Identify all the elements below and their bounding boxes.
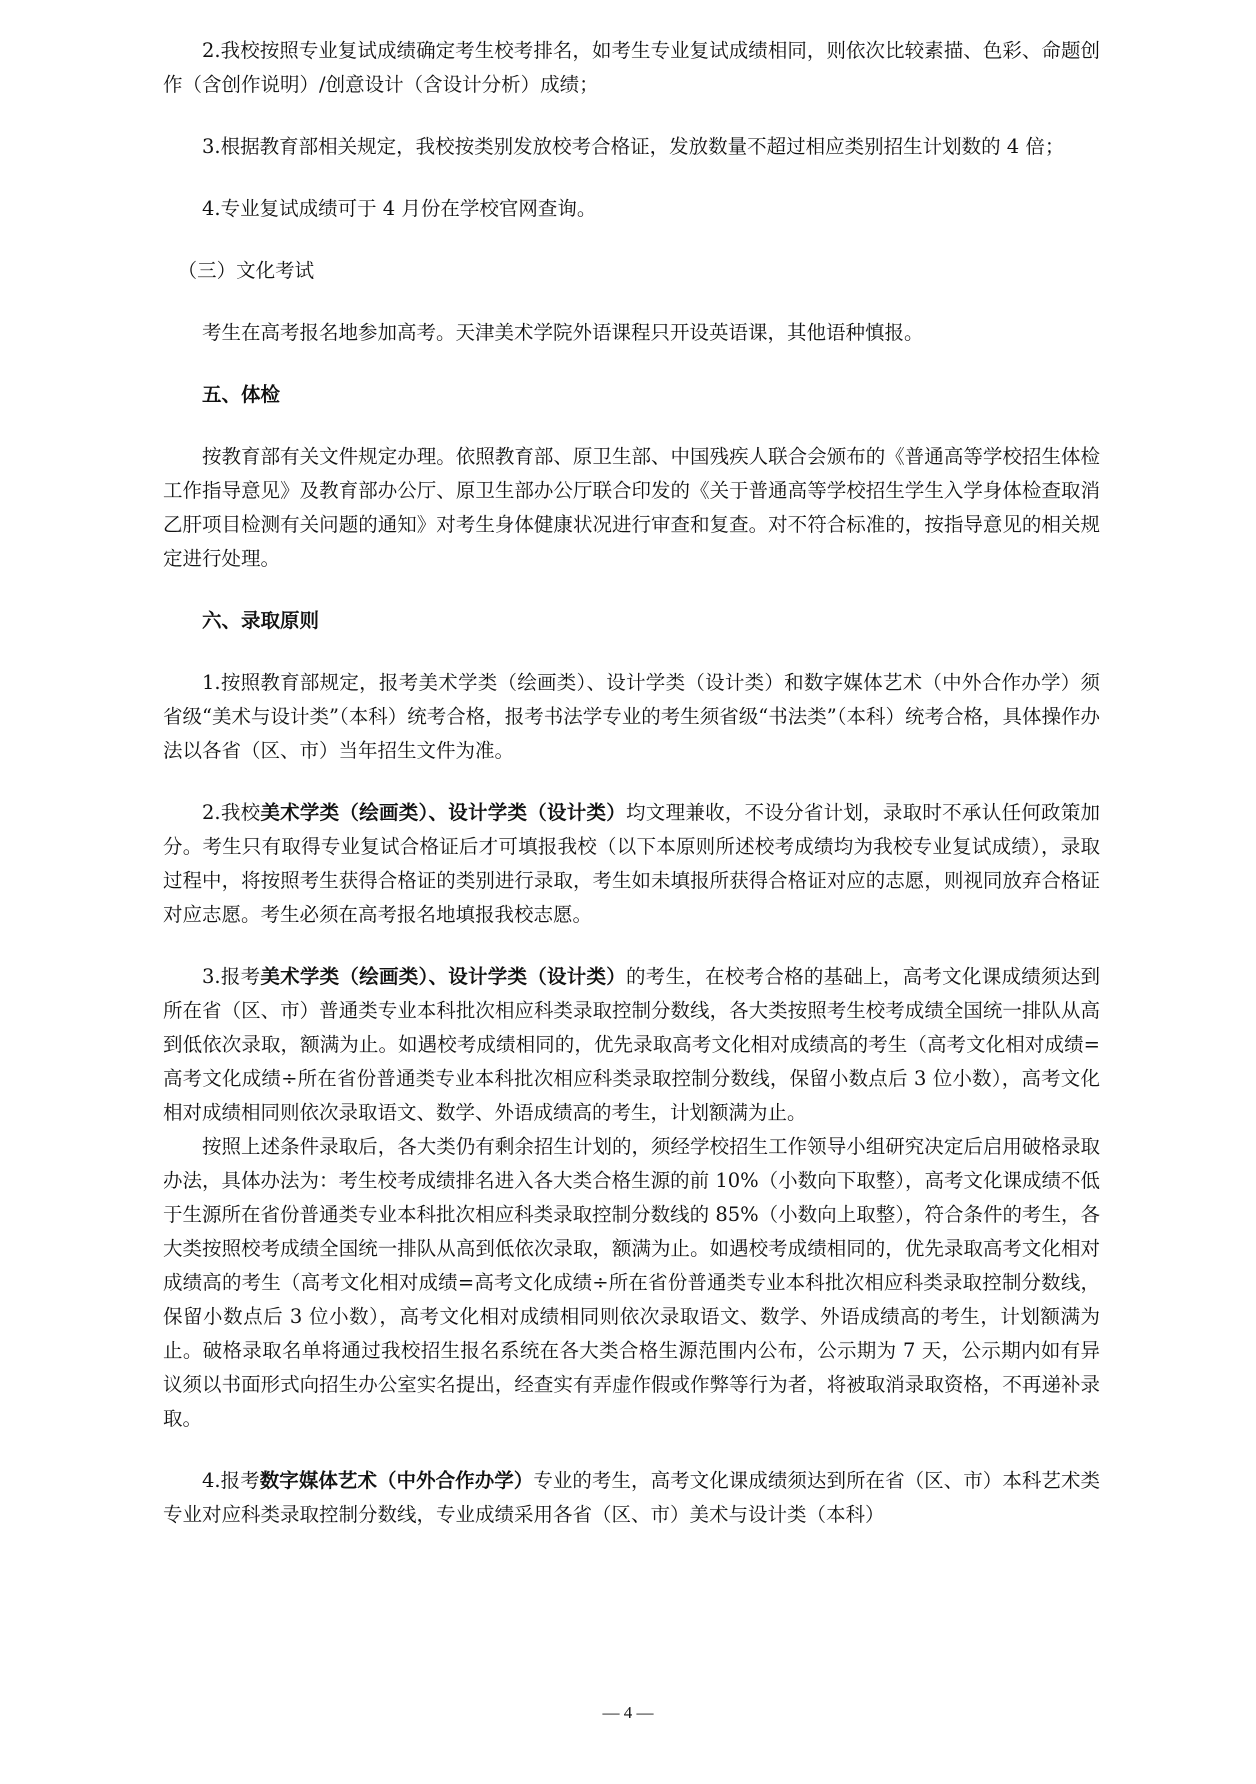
paragraph-exceptional-admission: 按照上述条件录取后，各大类仍有剩余招生计划的，须经学校招生工作领导小组研究决定后启用破格录取办法，具体办法为：考生校考成绩排名进入各大类合格生源的前 10%（小数向下取整），高考文化课成绩不低于生源所在省份普通类专业本科批次相应科类录取控制分数线的 85%（小数向上取整），符合条件的考生，各大类按照校考成绩全国统一排队从高到低依次录取，额满为止。如遇校考成绩相同的，优先录取高考文化相对成绩高的考生（高考文化相对成绩=高考文化成绩÷所在省份普通类专业本科批次相应科类录取控制分数线，保留小数点后 3 位小数），高考文化相对成绩相同则依次录取语文、数学、外语成绩高的考生，计划额满为止。破格录取名单将通过我校招生报名系统在各大类合格生源范围内公布，公示期为 7 天，公示期内如有异议须以书面形式向招生办公室实名提出，经查实有弄虚作假或作弊等行为者，将被取消录取资格，不再递补录取。	[163, 1135, 1100, 1430]
paragraph-rank-rule: 2.我校按照专业复试成绩确定考生校考排名，如考生专业复试成绩相同，则依次比较素描、色彩、命题创作（含创作说明）/创意设计（含设计分析）成绩；	[163, 39, 1100, 96]
paragraph-physical-exam: 按教育部有关文件规定办理。依照教育部、原卫生部、中国残疾人联合会颁布的《普通高等学校招生体检工作指导意见》及教育部办公厅、原卫生部办公厅联合印发的《关于普通高等学校招生学生入学身体检查取消乙肝项目检测有关问题的通知》对考生身体健康状况进行审查和复查。对不符合标准的，按指导意见的相关规定进行处理。	[163, 445, 1100, 570]
paragraph-admission-rule-3	[163, 960, 1100, 1130]
rule-2-emphasis: 美术学类（绘画类）、设计学类（设计类）	[260, 801, 627, 824]
paragraph-certificate-rule: 3.根据教育部相关规定，我校按类别发放校考合格证，发放数量不超过相应类别招生计划数的 4 倍；	[202, 135, 1065, 158]
paragraph-culture-exam: 考生在高考报名地参加高考。天津美术学院外语课程只开设英语课，其他语种慎报。	[202, 321, 924, 344]
page-number: — 4 —	[602, 1703, 654, 1722]
rule-2-lead: 2.我校	[202, 801, 261, 824]
paragraph-score-query: 4.专业复试成绩可于 4 月份在学校官网查询。	[202, 197, 597, 220]
rule-4-body: 专业的考生，高考文化课成绩须达到所在省（区、市）本科艺术类专业对应科类录取控制分数线，专业成绩采用各省（区、市）美术与设计类（本科）	[163, 1469, 1100, 1526]
document-body	[163, 34, 1100, 1532]
rule-2-body: 均文理兼收，不设分省计划，录取时不承认任何政策加分。考生只有取得专业复试合格证后才可填报我校（以下本原则所述校考成绩均为我校专业复试成绩），录取过程中，将按照考生获得合格证的类别进行录取，考生如未填报所获得合格证对应的志愿，则视同放弃合格证对应志愿。考生必须在高考报名地填报我校志愿。	[163, 801, 1100, 926]
rule-4-lead: 4.报考	[202, 1469, 260, 1492]
section-heading-admission-principles: 六、录取原则	[202, 609, 320, 632]
paragraph-admission-rule-4	[163, 1464, 1100, 1532]
rule-3-lead: 3.报考	[202, 965, 261, 988]
section-heading-culture-exam: （三）文化考试	[177, 259, 315, 282]
rule-3-body: 的考生，在校考合格的基础上，高考文化课成绩须达到所在省（区、市）普通类专业本科批次相应科类录取控制分数线，各大类按照考生校考成绩全国统一排队从高到低依次录取，额满为止。如遇校考成绩相同的，优先录取高考文化相对成绩高的考生（高考文化相对成绩=高考文化成绩÷所在省份普通类专业本科批次相应科类录取控制分数线，保留小数点后 3 位小数），高考文化相对成绩相同则依次录取语文、数学、外语成绩高的考生，计划额满为止。	[163, 965, 1100, 1124]
rule-4-emphasis: 数字媒体艺术（中外合作办学）	[259, 1469, 534, 1492]
paragraph-admission-rule-2	[163, 796, 1100, 932]
rule-3-emphasis: 美术学类（绘画类）、设计学类（设计类）	[260, 965, 627, 988]
section-heading-physical-exam: 五、体检	[202, 383, 281, 406]
paragraph-admission-rule-1: 1.按照教育部规定，报考美术学类（绘画类）、设计学类（设计类）和数字媒体艺术（中外合作办学）须省级“美术与设计类”（本科）统考合格，报考书法学专业的考生须省级“书法类”（本科）统考合格，具体操作办法以各省（区、市）当年招生文件为准。	[163, 671, 1100, 762]
